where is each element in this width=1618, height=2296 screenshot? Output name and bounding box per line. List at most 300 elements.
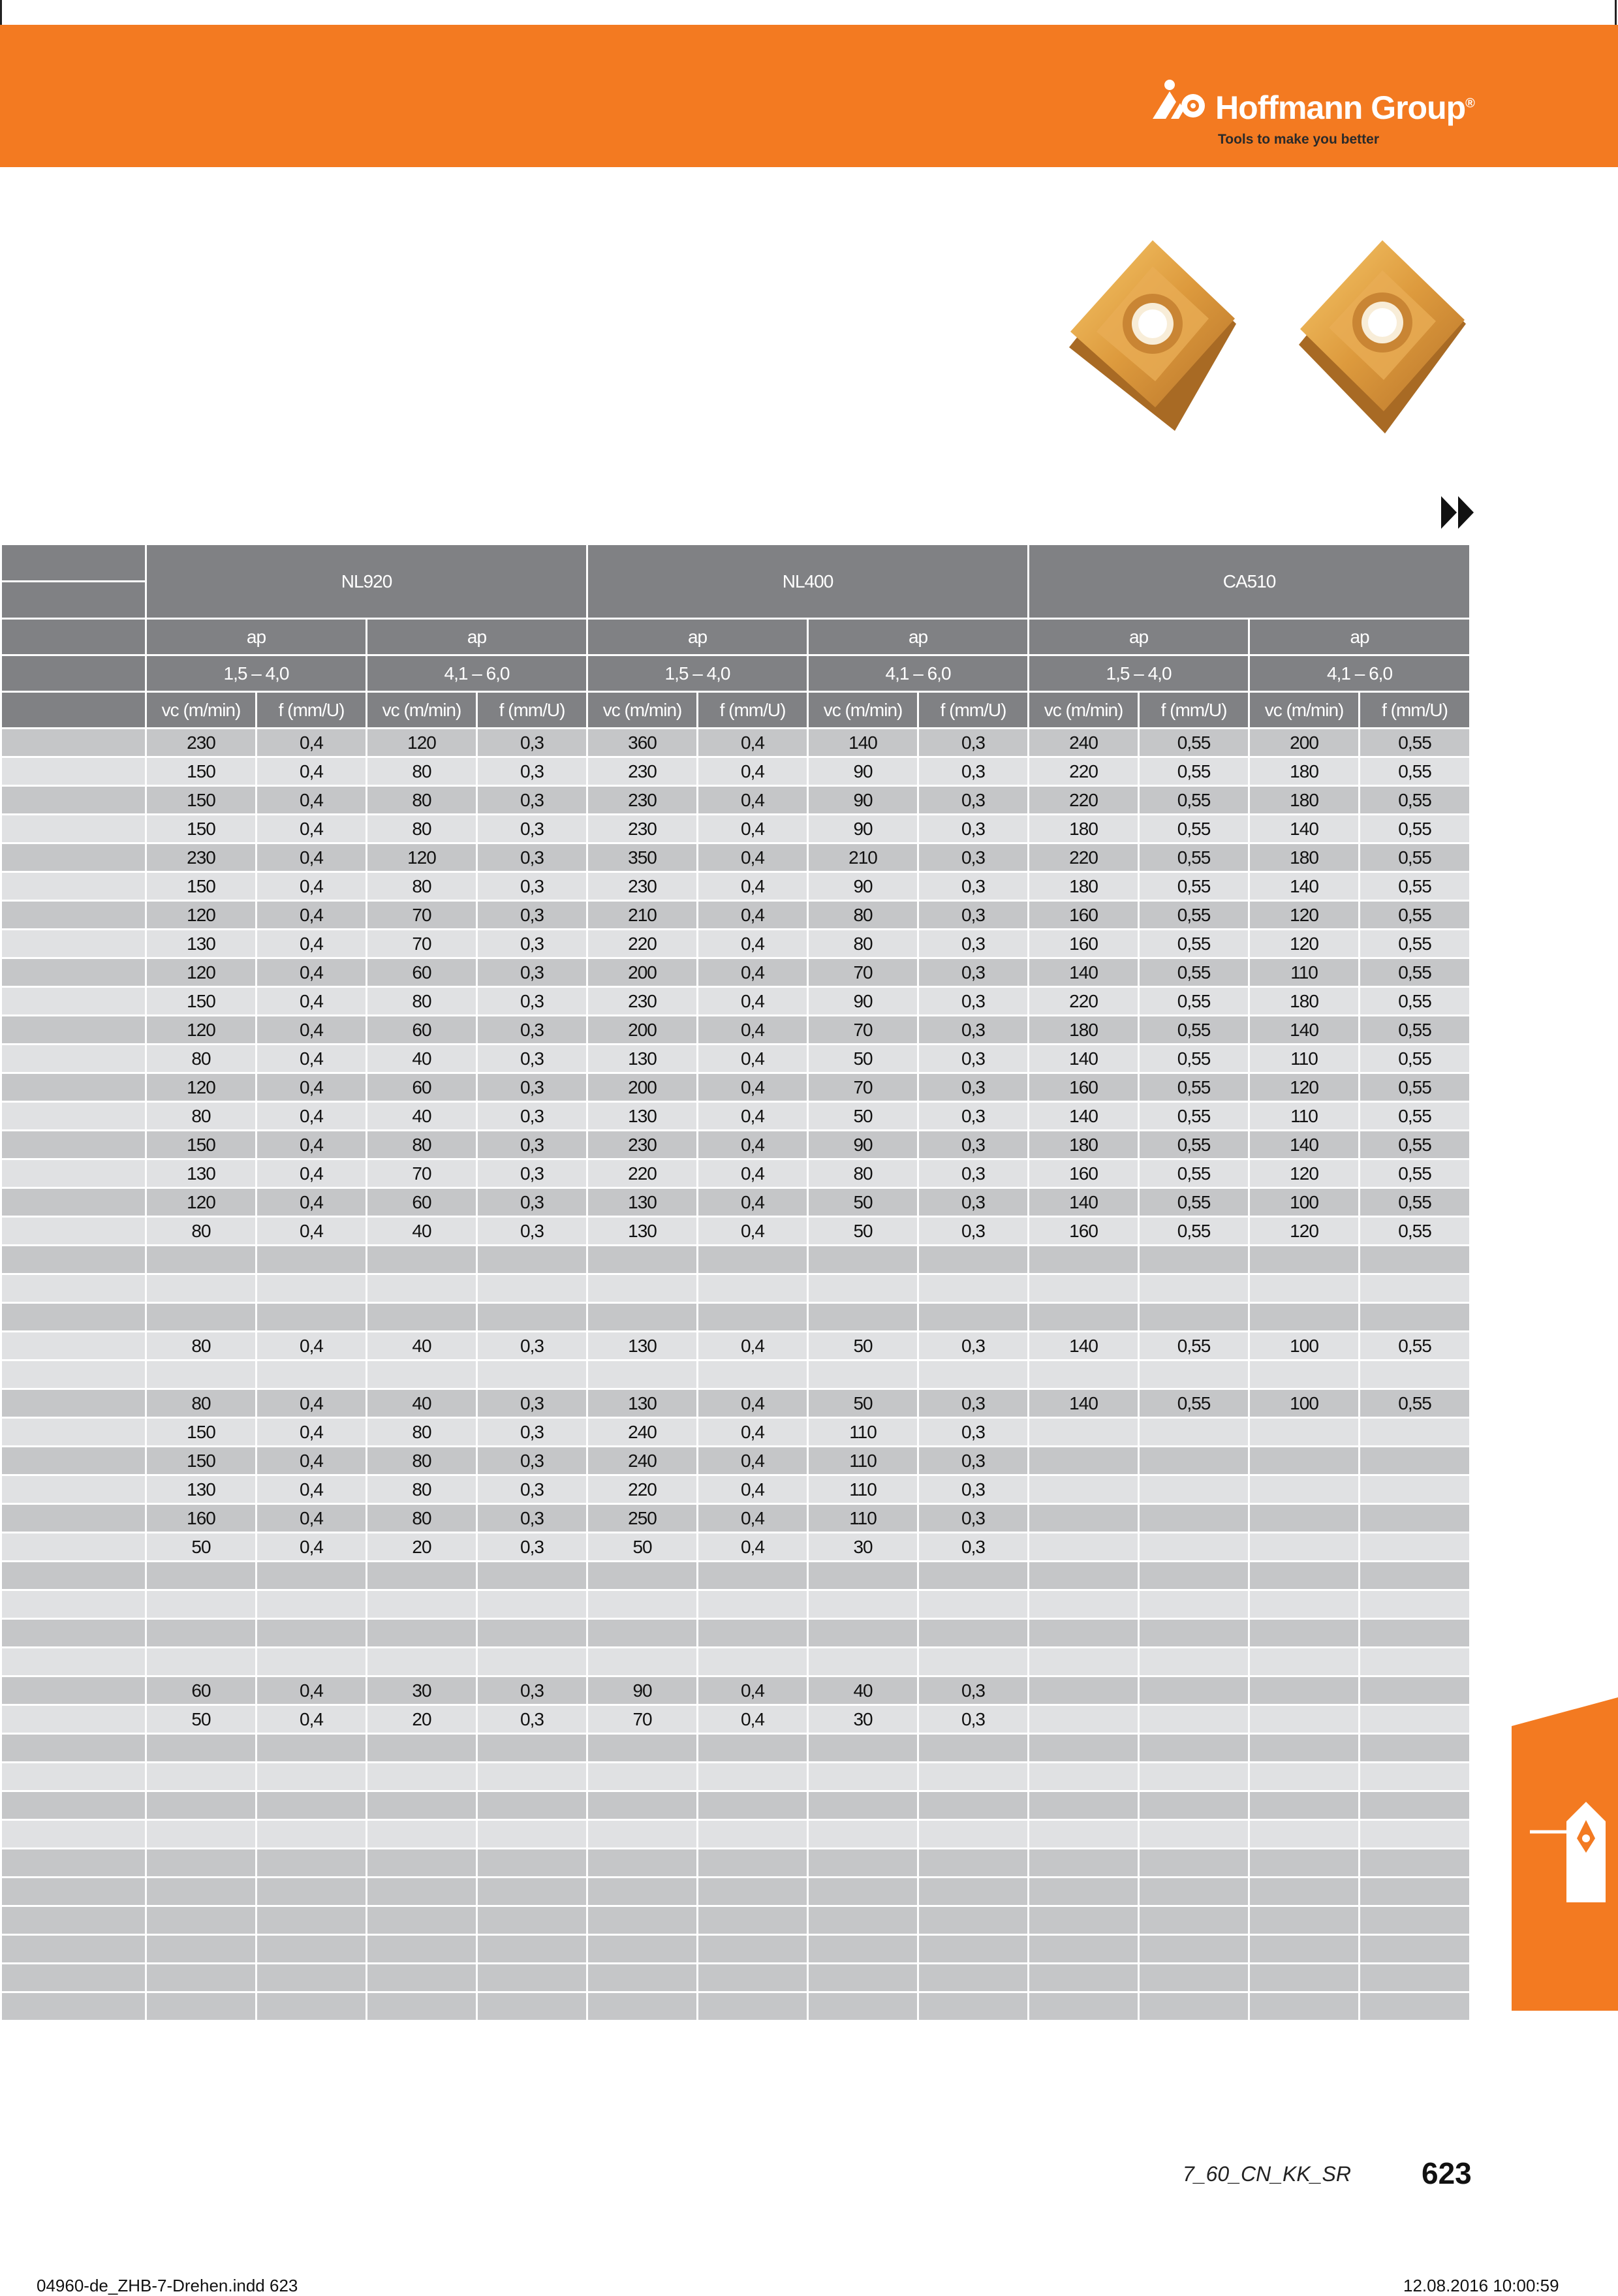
f-cell	[1360, 1447, 1470, 1475]
vc-cell	[146, 1763, 257, 1791]
grade-header-nl920: NL920	[146, 544, 587, 619]
f-cell	[1139, 1878, 1249, 1906]
f-cell	[918, 1734, 1029, 1763]
row-label-cell	[1, 1763, 146, 1791]
vc-cell: 70	[587, 1705, 698, 1734]
vc-cell	[146, 1878, 257, 1906]
f-cell	[1139, 1763, 1249, 1791]
table-row	[1, 1073, 1470, 1102]
f-cell	[698, 1648, 808, 1676]
row-label-cell	[1, 1217, 146, 1246]
vc-cell: 80	[367, 1447, 477, 1475]
vc-cell: 150	[146, 1418, 257, 1447]
f-cell	[1139, 1418, 1249, 1447]
vc-cell: 130	[587, 1389, 698, 1418]
f-cell	[1139, 1791, 1249, 1820]
vc-cell	[146, 1992, 257, 2021]
f-cell: 0,3	[918, 1188, 1029, 1217]
vc-cell	[1249, 1619, 1360, 1648]
vc-cell	[587, 1791, 698, 1820]
f-cell: 0,3	[477, 1217, 587, 1246]
f-cell	[698, 1820, 808, 1849]
row-label-cell	[1, 729, 146, 757]
f-cell	[477, 1619, 587, 1648]
table-row	[1, 1992, 1470, 2021]
ap-range: 1,5 – 4,0	[587, 655, 808, 692]
f-cell: 0,3	[918, 1676, 1029, 1705]
vc-cell: 160	[1029, 1217, 1139, 1246]
vc-cell: 50	[808, 1389, 918, 1418]
f-cell: 0,3	[477, 757, 587, 786]
vc-cell: 120	[146, 1188, 257, 1217]
f-cell	[698, 1360, 808, 1389]
row-label-cell	[1, 1159, 146, 1188]
f-cell	[477, 1562, 587, 1590]
f-cell: 0,3	[477, 1102, 587, 1131]
vc-cell: 150	[146, 757, 257, 786]
f-cell	[1139, 1964, 1249, 1992]
f-cell: 0,55	[1360, 843, 1470, 872]
vc-cell	[146, 1964, 257, 1992]
print-slug-date: 12.08.2016 10:00:59	[1403, 2276, 1559, 2295]
row-label-cell	[1, 1389, 146, 1418]
vc-cell	[367, 1791, 477, 1820]
f-cell: 0,55	[1139, 1389, 1249, 1418]
vc-cell: 140	[1249, 1016, 1360, 1045]
f-cell: 0,3	[477, 815, 587, 843]
vc-cell: 250	[587, 1504, 698, 1533]
f-cell	[918, 1849, 1029, 1878]
f-cell: 0,4	[698, 1016, 808, 1045]
vc-cell: 180	[1029, 1016, 1139, 1045]
f-cell: 0,3	[477, 987, 587, 1016]
fast-forward-icon[interactable]	[1441, 496, 1475, 529]
chapter-tab[interactable]	[1512, 1697, 1618, 2011]
vc-cell	[1029, 1619, 1139, 1648]
registered-mark: ®	[1465, 96, 1474, 111]
f-cell: 0,4	[257, 757, 367, 786]
table-row	[1, 1045, 1470, 1073]
f-cell: 0,4	[257, 1073, 367, 1102]
ap-range: 1,5 – 4,0	[1029, 655, 1249, 692]
f-header: f (mm/U)	[918, 692, 1029, 729]
f-cell	[918, 1303, 1029, 1332]
f-cell: 0,3	[918, 1475, 1029, 1504]
vc-cell: 40	[367, 1389, 477, 1418]
f-cell: 0,3	[918, 930, 1029, 958]
f-cell: 0,3	[918, 1447, 1029, 1475]
table-row	[1, 1475, 1470, 1504]
vc-cell	[587, 1820, 698, 1849]
f-cell: 0,3	[918, 843, 1029, 872]
row-label-cell	[1, 1188, 146, 1217]
table-row	[1, 1906, 1470, 1935]
row-label-cell	[1, 1131, 146, 1159]
f-cell: 0,4	[257, 786, 367, 815]
f-cell	[1139, 1274, 1249, 1303]
f-cell: 0,55	[1139, 729, 1249, 757]
vc-cell: 360	[587, 729, 698, 757]
f-cell	[1360, 1878, 1470, 1906]
f-cell: 0,3	[477, 958, 587, 987]
vc-cell	[1249, 1906, 1360, 1935]
f-cell: 0,3	[477, 1332, 587, 1360]
vc-cell: 40	[367, 1102, 477, 1131]
f-cell: 0,3	[918, 1016, 1029, 1045]
vc-cell	[1029, 1533, 1139, 1562]
vc-cell: 120	[367, 843, 477, 872]
f-cell: 0,3	[918, 987, 1029, 1016]
vc-cell: 120	[367, 729, 477, 757]
vc-cell	[1249, 1418, 1360, 1447]
f-cell: 0,55	[1360, 872, 1470, 901]
f-cell	[257, 1763, 367, 1791]
vc-cell	[1029, 1734, 1139, 1763]
vc-cell	[1249, 1246, 1360, 1274]
crop-mark-right	[1615, 0, 1617, 26]
vc-cell: 130	[146, 1159, 257, 1188]
vc-cell	[146, 1935, 257, 1964]
vc-cell: 220	[1029, 757, 1139, 786]
f-cell	[698, 1935, 808, 1964]
f-cell: 0,3	[477, 930, 587, 958]
f-cell: 0,55	[1360, 1102, 1470, 1131]
f-cell: 0,4	[257, 1188, 367, 1217]
vc-cell: 80	[367, 786, 477, 815]
vc-cell	[367, 1992, 477, 2021]
vc-cell: 80	[146, 1389, 257, 1418]
vc-cell: 110	[1249, 1102, 1360, 1131]
table-row	[1, 843, 1470, 872]
f-cell: 0,4	[698, 1159, 808, 1188]
table-row	[1, 1964, 1470, 1992]
vc-cell: 180	[1249, 786, 1360, 815]
f-cell	[918, 1820, 1029, 1849]
f-cell: 0,3	[477, 1676, 587, 1705]
vc-cell	[1249, 1475, 1360, 1504]
vc-cell: 100	[1249, 1188, 1360, 1217]
vc-cell	[587, 1763, 698, 1791]
f-cell	[257, 1935, 367, 1964]
row-label-cell	[1, 1648, 146, 1676]
vc-cell	[1249, 1447, 1360, 1475]
vc-cell	[1249, 1648, 1360, 1676]
f-cell	[477, 1964, 587, 1992]
f-cell: 0,3	[918, 786, 1029, 815]
f-cell: 0,55	[1139, 843, 1249, 872]
vc-cell: 70	[367, 930, 477, 958]
f-cell	[1139, 1303, 1249, 1332]
vc-cell: 80	[146, 1217, 257, 1246]
f-cell	[477, 1992, 587, 2021]
vc-cell: 200	[587, 1073, 698, 1102]
row-label-cell	[1, 1906, 146, 1935]
table-row	[1, 1332, 1470, 1360]
vc-cell: 110	[808, 1418, 918, 1447]
f-cell	[1139, 1475, 1249, 1504]
vc-cell: 120	[1249, 1073, 1360, 1102]
table-row	[1, 1849, 1470, 1878]
row-label-cell	[1, 1360, 146, 1389]
f-cell: 0,4	[698, 1332, 808, 1360]
row-label-cell	[1, 1447, 146, 1475]
f-cell	[257, 1849, 367, 1878]
vc-cell: 40	[367, 1217, 477, 1246]
vc-cell	[1029, 1303, 1139, 1332]
f-cell: 0,4	[698, 729, 808, 757]
f-cell: 0,55	[1360, 786, 1470, 815]
vc-cell	[808, 1274, 918, 1303]
vc-cell	[1029, 1878, 1139, 1906]
vc-cell	[1029, 1274, 1139, 1303]
cnmg-insert-icon	[1064, 240, 1241, 436]
f-cell	[1360, 1274, 1470, 1303]
vc-cell: 160	[1029, 901, 1139, 930]
f-cell: 0,55	[1360, 1073, 1470, 1102]
vc-cell: 50	[146, 1533, 257, 1562]
f-cell: 0,55	[1139, 1016, 1249, 1045]
f-cell: 0,3	[918, 1705, 1029, 1734]
vc-cell: 80	[808, 1159, 918, 1188]
f-cell	[257, 1562, 367, 1590]
f-cell: 0,3	[477, 1504, 587, 1533]
f-cell: 0,3	[477, 1705, 587, 1734]
f-cell: 0,55	[1139, 815, 1249, 843]
f-cell: 0,3	[477, 1073, 587, 1102]
f-cell: 0,55	[1139, 1102, 1249, 1131]
vc-cell	[808, 1906, 918, 1935]
row-label-cell	[1, 1504, 146, 1533]
table-row	[1, 1676, 1470, 1705]
f-cell: 0,55	[1360, 729, 1470, 757]
f-cell	[698, 1992, 808, 2021]
f-cell	[1139, 1820, 1249, 1849]
vc-cell: 110	[1249, 1045, 1360, 1073]
vc-cell: 110	[808, 1475, 918, 1504]
vc-cell: 50	[808, 1045, 918, 1073]
f-cell	[257, 1820, 367, 1849]
ap-label: ap	[1029, 619, 1249, 655]
f-cell: 0,55	[1360, 1188, 1470, 1217]
row-label-header	[1, 544, 146, 582]
vc-cell	[367, 1648, 477, 1676]
vc-cell	[1249, 1274, 1360, 1303]
f-cell: 0,4	[698, 930, 808, 958]
f-cell	[257, 1992, 367, 2021]
vc-cell: 20	[367, 1533, 477, 1562]
vc-cell: 90	[587, 1676, 698, 1705]
vc-cell	[367, 1820, 477, 1849]
row-label-cell	[1, 1992, 146, 2021]
row-label-cell	[1, 757, 146, 786]
f-cell: 0,55	[1360, 1332, 1470, 1360]
f-cell: 0,4	[698, 1045, 808, 1073]
f-cell	[918, 1562, 1029, 1590]
f-cell: 0,4	[698, 1102, 808, 1131]
vc-cell: 140	[1029, 1188, 1139, 1217]
vc-cell: 230	[146, 843, 257, 872]
vc-cell	[808, 1590, 918, 1619]
f-cell	[918, 1619, 1029, 1648]
vc-cell: 150	[146, 1131, 257, 1159]
f-cell	[477, 1303, 587, 1332]
vc-cell: 150	[146, 987, 257, 1016]
f-cell	[698, 1734, 808, 1763]
vc-cell	[1029, 1360, 1139, 1389]
f-cell: 0,55	[1139, 930, 1249, 958]
vc-header: vc (m/min)	[587, 692, 698, 729]
f-cell: 0,4	[698, 1131, 808, 1159]
vc-cell: 240	[587, 1418, 698, 1447]
row-label-cell	[1, 1619, 146, 1648]
f-cell: 0,55	[1360, 1045, 1470, 1073]
row-label-cell	[1, 1562, 146, 1590]
f-cell: 0,3	[477, 1533, 587, 1562]
f-cell: 0,55	[1360, 987, 1470, 1016]
row-label-cell	[1, 843, 146, 872]
row-label-cell	[1, 987, 146, 1016]
vc-cell	[587, 1878, 698, 1906]
vc-cell	[1029, 1447, 1139, 1475]
f-cell: 0,4	[698, 1447, 808, 1475]
vc-cell	[1029, 1906, 1139, 1935]
vc-cell	[587, 1849, 698, 1878]
f-cell	[698, 1964, 808, 1992]
table-row	[1, 1562, 1470, 1590]
vc-cell	[146, 1360, 257, 1389]
table-row	[1, 1246, 1470, 1274]
f-cell	[1360, 1935, 1470, 1964]
vc-cell	[146, 1562, 257, 1590]
vc-cell: 110	[808, 1447, 918, 1475]
vc-cell	[587, 1906, 698, 1935]
row-label-header	[1, 655, 146, 692]
table-row	[1, 786, 1470, 815]
f-cell	[477, 1246, 587, 1274]
f-cell	[1360, 1705, 1470, 1734]
row-label-cell	[1, 872, 146, 901]
f-cell: 0,55	[1360, 930, 1470, 958]
table-row	[1, 1791, 1470, 1820]
vc-cell: 220	[587, 930, 698, 958]
vc-cell: 80	[367, 1131, 477, 1159]
f-cell: 0,4	[257, 843, 367, 872]
vc-cell: 230	[587, 872, 698, 901]
row-label-cell	[1, 1045, 146, 1073]
f-cell	[698, 1246, 808, 1274]
vc-header: vc (m/min)	[367, 692, 477, 729]
f-header: f (mm/U)	[1360, 692, 1470, 729]
f-cell: 0,4	[698, 1073, 808, 1102]
table-row	[1, 1734, 1470, 1763]
vc-cell: 210	[587, 901, 698, 930]
table-row	[1, 1188, 1470, 1217]
f-cell: 0,3	[918, 1533, 1029, 1562]
vc-cell: 60	[146, 1676, 257, 1705]
f-cell	[698, 1274, 808, 1303]
vc-cell: 70	[367, 1159, 477, 1188]
vc-cell	[146, 1619, 257, 1648]
vc-cell: 130	[587, 1188, 698, 1217]
vc-cell: 100	[1249, 1332, 1360, 1360]
table-row	[1, 815, 1470, 843]
f-cell: 0,3	[477, 1447, 587, 1475]
f-cell: 0,55	[1139, 1217, 1249, 1246]
table-row	[1, 1360, 1470, 1389]
f-cell	[1139, 1619, 1249, 1648]
row-label-cell	[1, 1303, 146, 1332]
vc-cell	[1029, 1992, 1139, 2021]
ap-label: ap	[587, 619, 808, 655]
vc-cell	[808, 1246, 918, 1274]
vc-cell	[1029, 1705, 1139, 1734]
vc-header: vc (m/min)	[1029, 692, 1139, 729]
f-cell: 0,3	[477, 1016, 587, 1045]
vc-cell	[1029, 1820, 1139, 1849]
cnmg-insert-icon	[1294, 240, 1471, 436]
f-cell	[1139, 1648, 1249, 1676]
table-row	[1, 1820, 1470, 1849]
vc-cell	[367, 1360, 477, 1389]
vc-cell: 130	[587, 1045, 698, 1073]
f-cell: 0,55	[1139, 901, 1249, 930]
vc-cell	[1249, 1504, 1360, 1533]
vc-cell	[1249, 1676, 1360, 1705]
vc-cell: 230	[587, 786, 698, 815]
vc-cell: 120	[1249, 901, 1360, 930]
f-cell: 0,3	[477, 843, 587, 872]
vc-cell: 70	[808, 1073, 918, 1102]
vc-cell: 40	[808, 1676, 918, 1705]
f-cell	[477, 1590, 587, 1619]
vc-cell	[808, 1964, 918, 1992]
f-cell: 0,3	[477, 786, 587, 815]
document-code: 7_60_CN_KK_SR	[1183, 2162, 1351, 2186]
f-cell: 0,4	[698, 1504, 808, 1533]
f-cell	[698, 1303, 808, 1332]
f-cell	[257, 1246, 367, 1274]
vc-cell	[367, 1878, 477, 1906]
f-cell: 0,55	[1360, 901, 1470, 930]
f-cell: 0,4	[698, 815, 808, 843]
f-cell: 0,55	[1139, 987, 1249, 1016]
row-label-cell	[1, 1274, 146, 1303]
f-cell: 0,3	[918, 1073, 1029, 1102]
vc-cell	[808, 1992, 918, 2021]
row-label-cell	[1, 1935, 146, 1964]
vc-cell: 130	[587, 1217, 698, 1246]
f-cell	[918, 1246, 1029, 1274]
f-cell	[1139, 1246, 1249, 1274]
vc-cell: 240	[587, 1447, 698, 1475]
f-cell	[477, 1820, 587, 1849]
vc-cell	[146, 1849, 257, 1878]
row-label-cell	[1, 1734, 146, 1763]
vc-cell	[808, 1648, 918, 1676]
f-cell	[1139, 1734, 1249, 1763]
vc-cell: 80	[367, 1418, 477, 1447]
f-cell	[1360, 1906, 1470, 1935]
f-cell: 0,55	[1139, 872, 1249, 901]
ap-label: ap	[367, 619, 587, 655]
f-cell: 0,3	[918, 958, 1029, 987]
vc-cell: 60	[367, 958, 477, 987]
f-cell	[477, 1878, 587, 1906]
vc-cell	[1249, 1705, 1360, 1734]
vc-cell: 80	[808, 930, 918, 958]
vc-cell: 30	[808, 1533, 918, 1562]
vc-cell	[808, 1763, 918, 1791]
